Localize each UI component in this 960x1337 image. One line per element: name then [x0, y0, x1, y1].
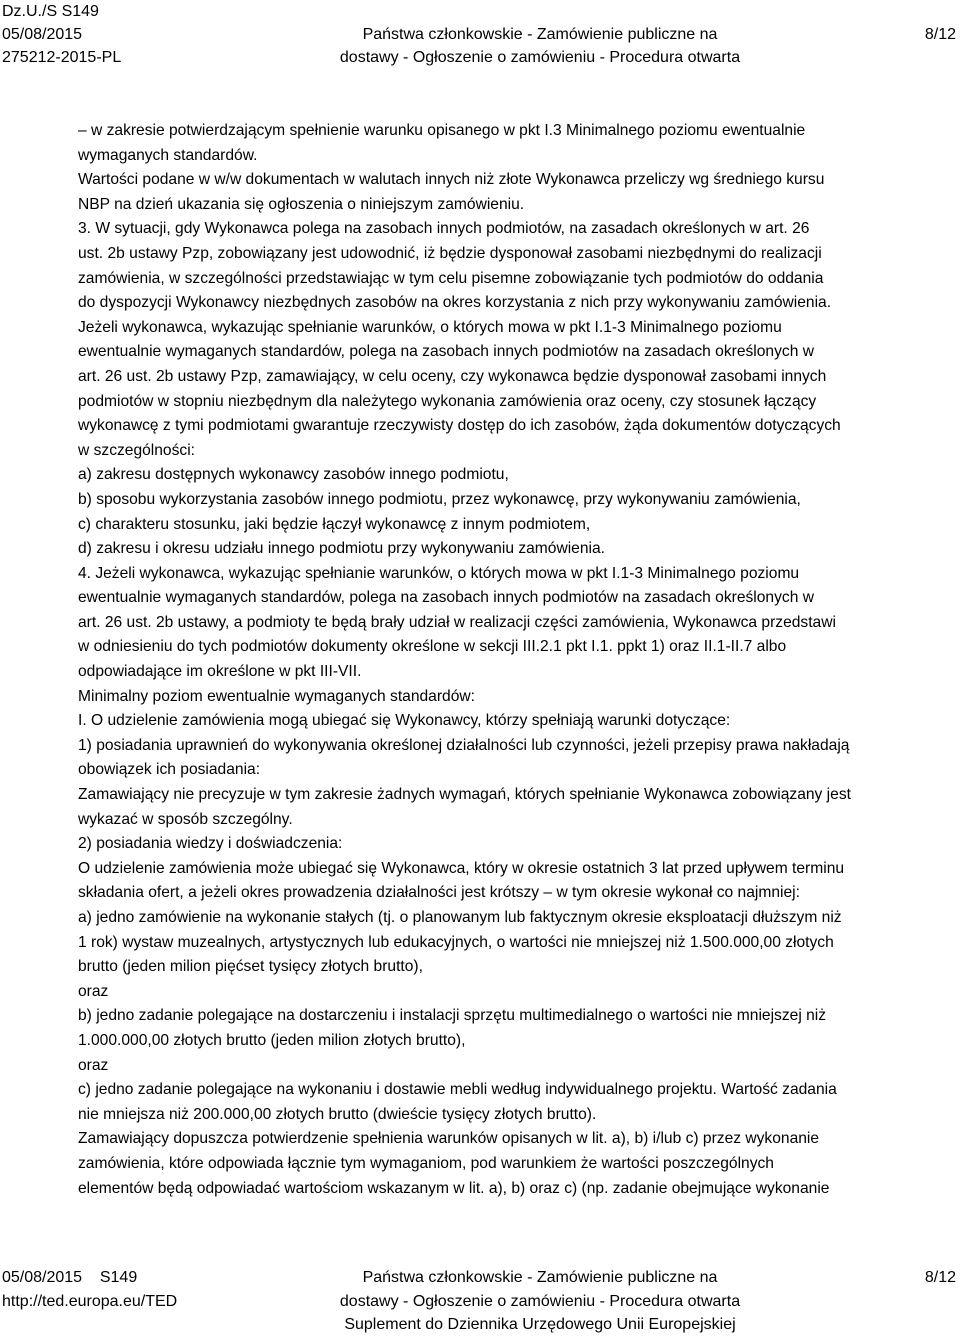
notice-number: 275212-2015-PL — [2, 49, 122, 66]
body-line: Zamawiający dopuszcza potwierdzenie spełnienia warunków opisanych w lit. a), b) i/lub c) przez wykonanie — [78, 1130, 820, 1148]
body-line: wykonawcę z tymi podmiotami gwarantuje rzeczywisty dostęp do ich zasobów, żąda dokumentów dotyczących — [78, 417, 841, 435]
header-title-line: dostawy - Ogłoszenie o zamówieniu - Procedura otwarta — [339, 49, 741, 66]
publication-date: 05/08/2015 — [2, 26, 83, 43]
body-line: oraz — [78, 982, 109, 1000]
header-left — [2, 0, 121, 69]
footer-title-line: dostawy - Ogłoszenie o zamówieniu - Procedura otwarta — [339, 1292, 741, 1310]
body-line: 1) posiadania uprawnień do wykonywania określonej działalności lub czynności, jeżeli przepisy prawa nakładają — [78, 736, 850, 754]
footer-link[interactable]: http://ted.europa.eu/TED — [2, 1292, 178, 1310]
body-line: elementów będą odpowiadać wartościom wskazanym w lit. a), b) oraz c) (np. zadanie obejmujące wykonanie — [78, 1179, 830, 1197]
body-line: Zamawiający nie precyzuje w tym zakresie żadnych wymagań, których spełnianie Wykonawca zobowiązany jest — [78, 786, 851, 804]
body-line: b) sposobu wykorzystania zasobów innego podmiotu, przez wykonawcę, przy wykonywaniu zamówienia, — [78, 490, 801, 508]
body-line: a) zakresu dostępnych wykonawcy zasobów innego podmiotu, — [78, 466, 509, 484]
body-line: c) charakteru stosunku, jaki będzie łączył wykonawcę z innym podmiotem, — [78, 515, 591, 533]
document-body — [78, 119, 958, 1201]
body-line: ewentualnie wymaganych standardów, polega na zasobach innych podmiotów na zasadach określonych w — [78, 589, 814, 607]
body-line: 1 rok) wystaw muzealnych, artystycznych lub edukacyjnych, o wartości nie mniejszej niż 1.500.000,00 złotych — [78, 933, 834, 951]
body-line: Wartości podane w w/w dokumentach w walutach innych niż złote Wykonawca przeliczy wg średniego kursu — [78, 171, 825, 189]
body-line: 4. Jeżeli wykonawca, wykazując spełnianie warunków, o których mowa w pkt I.1-3 Minimalnego poziomu — [78, 564, 800, 582]
header-title — [310, 23, 770, 69]
body-line: obowiązek ich posiadania: — [78, 761, 261, 779]
body-line: ust. 2b ustawy Pzp, zobowiązany jest udowodnić, iż będzie dysponował zasobami niezbędnymi do realizacji — [78, 244, 822, 262]
body-line: brutto (jeden milion pięćset tysięcy złotych brutto), — [78, 958, 423, 976]
footer-page-number: 8/12 — [924, 1269, 956, 1286]
body-line: wykazać w sposób szczególny. — [78, 810, 293, 828]
body-line: składania ofert, a jeżeli okres prowadzenia działalności jest krótszy – w tym okresie wykonał co najmniej: — [78, 884, 800, 902]
body-line: art. 26 ust. 2b ustawy, a podmioty te będą brały udział w realizacji części zamówienia, Wykonawca przedstawi — [78, 613, 836, 631]
body-line: zamówienia, które odpowiada łącznie tym wymaganiom, pod warunkiem że wartości poszczególnych — [78, 1154, 774, 1172]
body-line: w szczególności: — [78, 441, 195, 459]
body-line: podmiotów w stopniu niezbędnym dla należytego wykonania zamówienia oraz oceny, czy stosunek łączący — [78, 392, 817, 410]
body-line: zamówienia, w szczególności przedstawiając w tym celu pisemne zobowiązanie tych podmiotów do oddania — [78, 269, 824, 287]
body-line: oraz — [78, 1056, 109, 1074]
body-line: O udzielenie zamówienia może ubiegać się Wykonawca, który w okresie ostatnich 3 lat przed upływem terminu — [78, 859, 845, 877]
body-line: nie mniejsza niż 200.000,00 złotych brutto (dwieście tysięcy złotych brutto). — [78, 1105, 597, 1123]
body-line: I. O udzielenie zamówienia mogą ubiegać się Wykonawcy, którzy spełniają warunki dotyczące: — [78, 712, 731, 730]
footer-supplement: Suplement do Dziennika Urzędowego Unii Europejskiej — [344, 1316, 736, 1333]
body-line: c) jedno zadanie polegające na wykonaniu i dostawie mebli według indywidualnego projektu. Wartość zadania — [78, 1081, 837, 1099]
footer-title — [290, 1266, 790, 1337]
body-line: odpowiadające im określone w pkt III-VII. — [78, 663, 362, 681]
body-line: – w zakresie potwierdzającym spełnienie warunku opisanego w pkt I.3 Minimalnego poziomu ewentualnie — [78, 122, 806, 139]
body-line: wymaganych standardów. — [78, 146, 258, 164]
footer-title-line: Państwa członkowskie - Zamówienie publiczne na — [362, 1269, 718, 1286]
body-line: 1.000.000,00 złotych brutto (jeden milion złotych brutto), — [78, 1031, 466, 1049]
body-line: ewentualnie wymaganych standardów, polega na zasobach innych podmiotów na zasadach określonych w — [78, 343, 814, 361]
body-line: d) zakresu i okresu udziału innego podmiotu przy wykonywaniu zamówienia. — [78, 540, 605, 558]
footer-date-issue: 05/08/2015 S149 — [2, 1269, 138, 1286]
body-line: NBP na dzień ukazania się ogłoszenia o niniejszym zamówieniu. — [78, 195, 525, 213]
header-title-line: Państwa członkowskie - Zamówienie publiczne na — [362, 26, 718, 43]
body-line: b) jedno zadanie polegające na dostarczeniu i instalacji sprzętu multimedialnego o wartości nie mniejszej niż — [78, 1007, 827, 1025]
header-page-number: 8/12 — [924, 26, 956, 43]
body-line: art. 26 ust. 2b ustawy Pzp, zamawiający, w celu oceny, czy wykonawca będzie dysponował zasobami innych — [78, 367, 827, 385]
body-line: Minimalny poziom ewentualnie wymaganych standardów: — [78, 687, 475, 705]
body-line: 2) posiadania wiedzy i doświadczenia: — [78, 835, 343, 853]
body-line: 3. W sytuacji, gdy Wykonawca polega na zasobach innych podmiotów, na zasadach określonych w art. 26 — [78, 220, 810, 238]
journal-reference: Dz.U./S S149 — [2, 3, 99, 20]
body-line: do dyspozycji Wykonawcy niezbędnych zasobów na okres korzystania z nich przy wykonywaniu zamówienia. — [78, 294, 832, 312]
body-line: w odniesieniu do tych podmiotów dokumenty określone w sekcji III.2.1 pkt I.1. ppkt 1) oraz II.1-II.7 albo — [78, 638, 787, 656]
footer-left — [2, 1266, 177, 1313]
body-line: Jeżeli wykonawca, wykazując spełnianie warunków, o których mowa w pkt I.1-3 Minimalnego poziomu — [78, 318, 782, 336]
body-line: a) jedno zamówienie na wykonanie stałych (tj. o planowanym lub faktycznym okresie eksploatacji dłuższym niż — [78, 909, 842, 926]
